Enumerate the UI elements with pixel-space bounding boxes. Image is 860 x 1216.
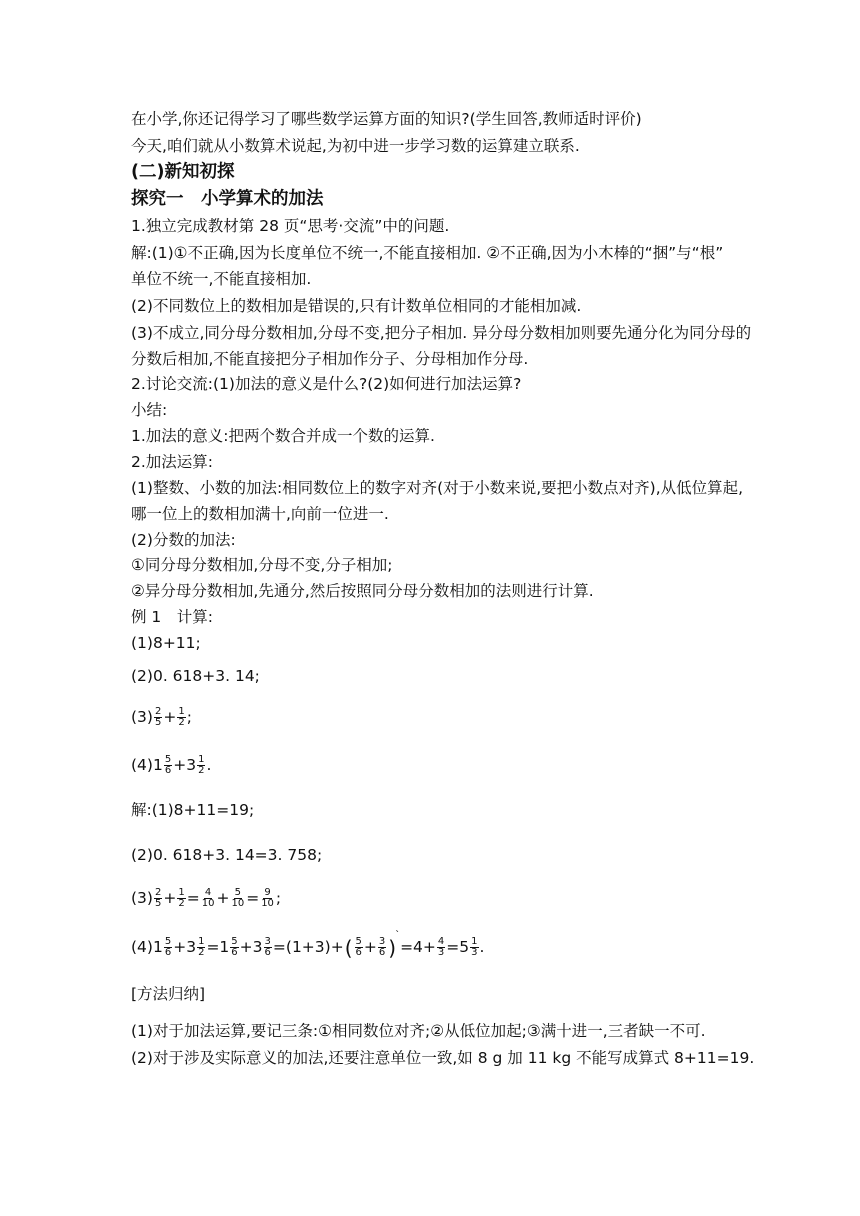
fraction-nine-tenths: $\frac{9}{10}$ xyxy=(261,887,274,909)
summary-meaning: 1.加法的意义:把两个数合并成一个数的运算. xyxy=(131,427,435,445)
summary-frac-same: ①同分母分数相加,分母不变,分子相加; xyxy=(131,556,393,574)
fraction-five-sixths: $\frac{5}{6}$ xyxy=(164,936,172,958)
fraction-four-tenths: $\frac{4}{10}$ xyxy=(201,887,215,909)
summary-int-dec-a: (1)整数、小数的加法:相同数位上的数字对齐(对于小数来说,要把小数点对齐),从低位算起, xyxy=(131,479,744,497)
example-problem-2: (2)0. 618+3. 14; xyxy=(131,667,260,685)
task1-question: 1.独立完成教材第 28 页“思考·交流”中的问题. xyxy=(131,217,450,235)
fraction-one-half: $\frac{1}{2}$ xyxy=(198,936,205,958)
fraction-five-sixths: $\frac{5}{6}$ xyxy=(164,754,172,776)
solution-3: (3) $\frac{2}{5}$ + $\frac{1}{2}$ = $\frac{4}{10}$ + $\frac{5}{10}$ = $\frac{9}{10}$ ; xyxy=(131,887,282,909)
task1-answer-3a: (3)不成立,同分母分数相加,分母不变,把分子相加. 异分母分数相加则要先通分化为同分母的 xyxy=(131,324,752,342)
summary-int-dec-b: 哪一位上的数相加满十,向前一位进一. xyxy=(131,505,389,523)
intro-transition: 今天,咱们就从小数算术说起,为初中进一步学习数的运算建立联系. xyxy=(131,137,580,155)
method-point-2: (2)对于涉及实际意义的加法,还要注意单位一致,如 8 g 加 11 kg 不能写成算式 8+11=19. xyxy=(131,1049,755,1067)
fraction-two-fifths: $\frac{2}{5}$ xyxy=(154,887,162,909)
fraction-three-sixths: $\frac{3}{6}$ xyxy=(378,936,386,958)
fraction-one-half: $\frac{1}{2}$ xyxy=(198,754,205,776)
solution-2: (2)0. 618+3. 14=3. 758; xyxy=(131,846,323,864)
example-problem-3: (3) $\frac{2}{5}$ + $\frac{1}{2}$ ; xyxy=(131,706,192,728)
fraction-five-sixths: $\frac{5}{6}$ xyxy=(355,936,362,958)
fraction-three-sixths: $\frac{3}{6}$ xyxy=(264,936,271,958)
summary-frac-title: (2)分数的加法: xyxy=(131,531,236,549)
fraction-one-third: $\frac{1}{3}$ xyxy=(471,936,478,958)
task2-question: 2.讨论交流:(1)加法的意义是什么?(2)如何进行加法运算? xyxy=(131,375,522,393)
exploration-heading: 探究一 小学算术的加法 xyxy=(131,189,324,209)
solution-4: (4)1 $\frac{5}{6}$ +3 $\frac{1}{2}$ =1 $\frac{5}{6}$ +3 $\frac{3}{6}$ =(1+3)+( $\frac{5}{6}$ + $\frac{3}{6}$ )`=4+ $\frac{4}{3}$ =5 $\frac{1}{3}$ . xyxy=(131,930,485,960)
example-problem-1: (1)8+11; xyxy=(131,634,201,652)
summary-title: 小结: xyxy=(131,401,168,419)
task1-answer-2: (2)不同数位上的数相加是错误的,只有计数单位相同的才能相加减. xyxy=(131,297,582,315)
task1-answer-3b: 分数后相加,不能直接把分子相加作分子、分母相加作分母. xyxy=(131,350,529,368)
summary-ops: 2.加法运算: xyxy=(131,453,214,471)
example-title: 例 1 计算: xyxy=(131,608,214,626)
problem-4-prefix: (4)1 xyxy=(131,756,163,774)
stray-mark: ` xyxy=(395,930,401,941)
fraction-two-fifths: $\frac{2}{5}$ xyxy=(154,706,162,728)
fraction-five-sixths: $\frac{5}{6}$ xyxy=(231,936,238,958)
task1-answer-1a: 解:(1)①不正确,因为长度单位不统一,不能直接相加. ②不正确,因为小木棒的“捆”与“根” xyxy=(131,244,724,262)
fraction-one-half: $\frac{1}{2}$ xyxy=(178,887,185,909)
solution-1: 解:(1)8+11=19; xyxy=(131,801,255,819)
section-heading: (二)新知初探 xyxy=(131,162,235,182)
fraction-four-thirds: $\frac{4}{3}$ xyxy=(437,936,445,958)
intro-question: 在小学,你还记得学习了哪些数学运算方面的知识?(学生回答,教师适时评价) xyxy=(131,110,642,128)
task1-answer-1b: 单位不统一,不能直接相加. xyxy=(131,270,312,288)
method-point-1: (1)对于加法运算,要记三条:①相同数位对齐;②从低位加起;③满十进一,三者缺一不可. xyxy=(131,1022,706,1040)
example-problem-4: (4)1 $\frac{5}{6}$ +3 $\frac{1}{2}$ . xyxy=(131,754,212,776)
problem-3-prefix: (3) xyxy=(131,708,153,726)
method-title: [方法归纳] xyxy=(131,985,206,1003)
fraction-five-tenths: $\frac{5}{10}$ xyxy=(231,887,245,909)
summary-frac-diff: ②异分母分数相加,先通分,然后按照同分母分数相加的法则进行计算. xyxy=(131,582,594,600)
fraction-one-half: $\frac{1}{2}$ xyxy=(178,706,185,728)
